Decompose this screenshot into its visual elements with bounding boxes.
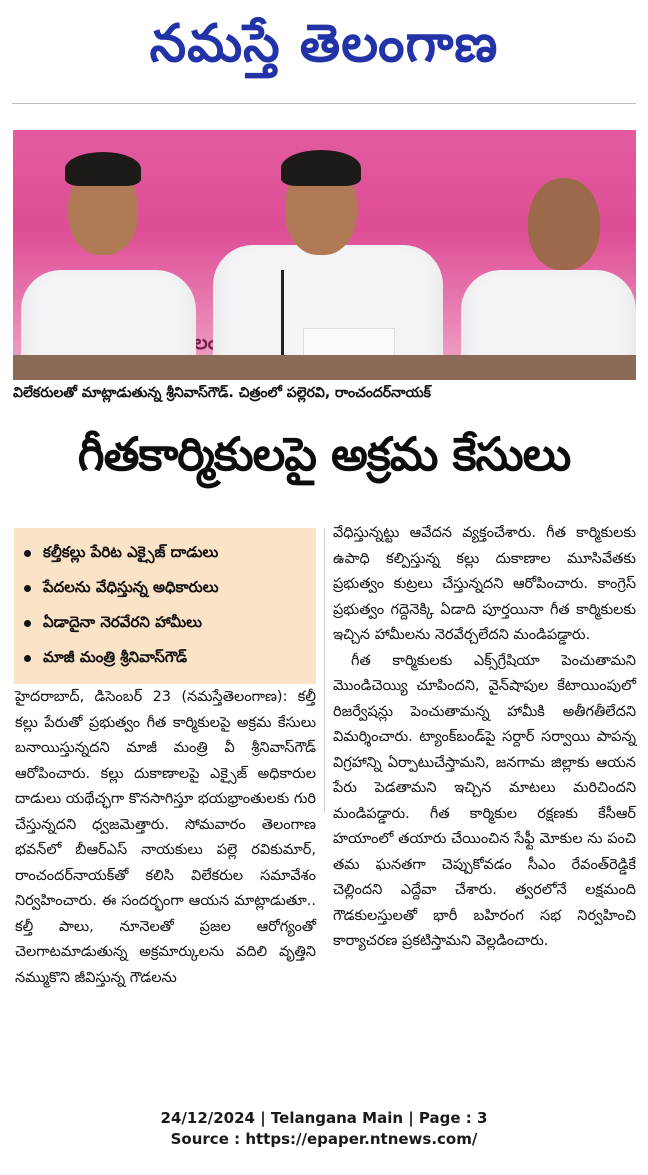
highlight-text: ఏడాదైనా నెరవేరని హామీలు [43,612,202,631]
article-column-right [333,521,636,955]
masthead [0,0,648,100]
microphone [281,270,284,360]
photo-caption: విలేకరులతో మాట్లాడుతున్న శ్రీనివాస్‌గౌడ్. చిత్రంలో పల్లెరవి, రాంచందర్‌నాయక్ [13,384,431,401]
highlight-text: మాజీ మంత్రి శ్రీనివాస్‌గౌడ్ [43,647,188,666]
column-divider [324,528,325,813]
newspaper-logo: నమస్తే తెలంగాణ [149,13,499,74]
bullet-icon [24,655,31,662]
highlight-text: కల్తీకల్లు పేరిట ఎక్సైజ్ దాడులు [43,542,219,561]
article-paragraph: హైదరాబాద్, డిసెంబర్ 23 (నమస్తేతెలంగాణ): కల్తీ కల్లు పేరుతో ప్రభుత్వం గీత కార్మికులపై అక్రమ కేసులు బనాయిస్తున్నదని మాజీ మంత్రి వీ శ్రీనివాస్‌గౌడ్ ఆరోపించారు. కల్లు దుకాణాలపై ఎక్సైజ్ అధికారుల దాడులు యథేచ్ఛగా కొనసాగిస్తూ భయభ్రాంతులకు గురి చేస్తున్నదని ధ్వజమెత్తారు. సోమవారం తెలంగాణ భవన్‌లో బీఆర్‌ఎస్ నాయకులు పల్లె రవికుమార్, రాంచందర్‌నాయక్‌తో కలిసి విలేకరుల సమావేశం నిర్వహించారు. ఈ సందర్భంగా ఆయన మాట్లాడుతూ.. కల్తీ పాలు, నూనెలతో ప్రజల ఆరోగ్యంతో చెలగాటమాడుతున్న అక్రమార్కులను వదిలి వృత్తిని నమ్ముకొని జీవిస్తున్న గౌడలను [15,689,316,986]
news-photo [13,130,636,380]
headline: గీతకార్మికులపై అక్రమ కేసులు [77,427,571,481]
bullet-icon [24,620,31,627]
footer-source-link[interactable]: Source : https://epaper.ntnews.com/ [170,1130,478,1148]
highlight-item [24,536,306,571]
masthead-divider [12,103,636,104]
footer-edition-info: 24/12/2024 | Telangana Main | Page : 3 [160,1109,488,1127]
article-paragraph: వేధిస్తున్నట్టు ఆవేదన వ్యక్తంచేశారు. గీత కార్మికులకు ఉపాధి కల్పిస్తున్న కల్లు దుకాణాల మూసివేతకు ప్రభుత్వం కుట్రలు చేస్తున్నదని ఆరోపించారు. కాంగ్రెస్ ప్రభుత్వం గద్దెనెక్కి ఏడాది పూర్తయినా గీత కార్మికులకు ఇచ్చిన హామీలను నెరవేర్చలేదని మండిపడ్డారు. [333,525,636,643]
bullet-icon [24,585,31,592]
highlight-item [24,606,306,641]
highlights-box [14,528,316,684]
highlight-item [24,571,306,606]
highlight-item [24,641,306,676]
page-footer [0,1108,648,1150]
highlight-text: పేదలను వేధిస్తున్న అధికారులు [43,577,219,596]
press-table [13,355,636,380]
article-paragraph: గీత కార్మికులకు ఎక్స్‌గ్రేషియా పెంచుతామని మొండిచెయ్యి చూపిందని, వైన్‌షాపుల కేటాయింపులో రిజర్వేషన్లు పెంచుతామన్న హామీకి అతీగతీలేదని విమర్శించారు. ట్యాంక్‌బండ్‌పై సర్దార్ సర్వాయి పాపన్న విగ్రహాన్ని ఏర్పాటుచేస్తామని, జనగామ జిల్లాకు ఆయన పేరు పెడతామని ఇచ్చిన మాటలు మరిచిందని మండిపడ్డారు. గీత కార్మికుల రక్షణకు కేసీఆర్ హయాంలో తయారు చేయించిన సేఫ్టీ మోకుల ను పంచి తమ ఘనతగా చెప్పుకోవడం సీఎం రేవంత్‌రెడ్డికే చెల్లిందని ఎద్దేవా చేశారు. త్వరలోనే లక్షమంది గౌడకులస్తులతో భారీ బహిరంగ సభ నిర్వహించి కార్యాచరణ ప్రకటిస్తామని వెల్లడించారు. [333,652,636,949]
bullet-icon [24,550,31,557]
article-column-left [15,685,316,991]
